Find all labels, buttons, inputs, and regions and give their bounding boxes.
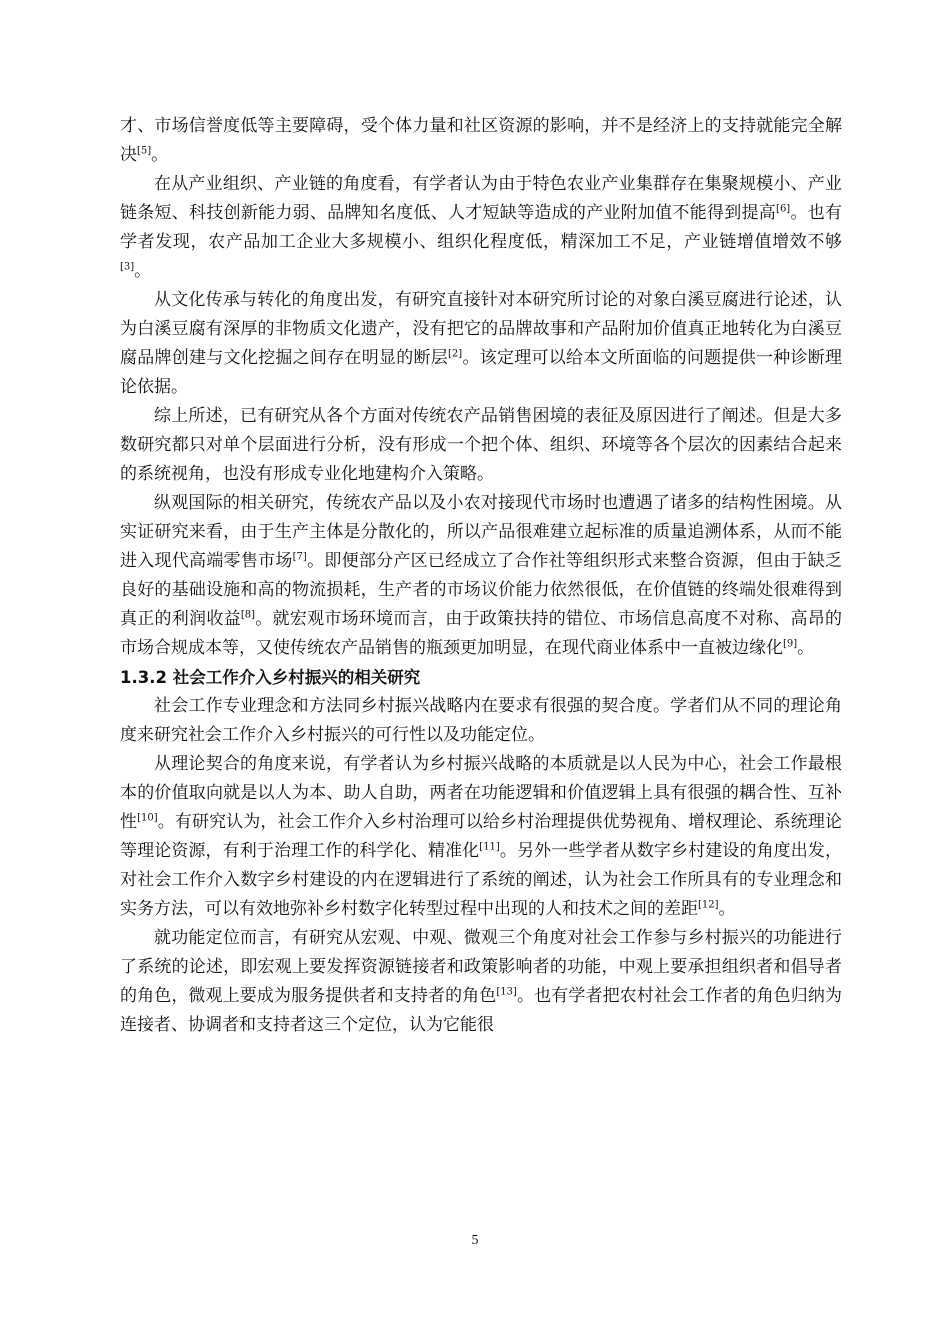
citation-ref: [9] — [783, 638, 798, 650]
citation-ref: [7] — [292, 551, 307, 563]
text-run: 。就宏观市场环境而言，由于政策扶持的错位、市场信息高度不对称、高昂的市场合规成本等，又使传统农产品销售的瓶颈更加明显，在现代商业体系中一直被边缘化 — [120, 609, 843, 658]
text-run: 。 — [134, 261, 152, 281]
text-run: 。也有学者把农村社会工作者的角色归纳为连接者、协调者和支持者这三个定位，认为它能很 — [120, 986, 843, 1035]
page-number: 5 — [471, 1233, 479, 1248]
body-text-after-heading — [120, 692, 842, 1040]
text-run: 在从产业组织、产业链的角度看，有学者认为由于特色农业产业集群存在集聚规模小、产业链条短、科技创新能力弱、品牌知名度低、人才短缺等造成的产业附加值不能得到提高 — [120, 174, 842, 223]
citation-ref: [3] — [120, 261, 135, 273]
paragraph — [120, 112, 842, 170]
citation-ref: [13] — [496, 986, 517, 998]
text-run: 。即便部分产区已经成立了合作社等组织形式来整合资源，但由于缺乏良好的基础设施和高的物流损耗，生产者的市场议价能力依然很低，在价值链的终端处很难得到真正的利润收益 — [120, 551, 842, 629]
text-run: 。 — [151, 145, 169, 165]
citation-ref: [6] — [776, 203, 791, 215]
text-run: 从文化传承与转化的角度出发，有研究直接针对本研究所讨论的对象白溪豆腐进行论述，认为白溪豆腐有深厚的非物质文化遗产，没有把它的品牌故事和产品附加价值真正地转化为白溪豆腐品牌创建与文化挖掘之间存在明显的断层 — [120, 290, 842, 368]
text-run: 。也有学者发现，农产品加工企业大多规模小、组织化程度低，精深加工不足，产业链增值增效不够 — [120, 203, 843, 252]
text-run: 纵观国际的相关研究，传统农产品以及小农对接现代市场时也遭遇了诸多的结构性困境。从实证研究来看，由于生产主体是分散化的，所以产品很难建立起标准的质量追溯体系，从而不能进入现代高端零售市场 — [120, 493, 842, 571]
text-run: 社会工作专业理念和方法同乡村振兴战略内在要求有很强的契合度。学者们从不同的理论角度来研究社会工作介入乡村振兴的可行性以及功能定位。 — [120, 696, 842, 745]
text-run: 。另外一些学者从数字乡村建设的角度出发，对社会工作介入数字乡村建设的内在逻辑进行了系统的阐述，认为社会工作所具有的专业理念和实务方法，可以有效地弥补乡村数字化转型过程中出现的人和技术之间的差距 — [120, 841, 843, 919]
citation-ref: [11] — [479, 841, 500, 853]
text-run: 从理论契合的角度来说，有学者认为乡村振兴战略的本质就是以人民为中心，社会工作最根本的价值取向就是以人为本、助人自助，两者在功能逻辑和价值逻辑上具有很强的耦合性、互补性 — [120, 754, 842, 832]
citation-ref: [10] — [137, 812, 158, 824]
text-run: 才、市场信誉度低等主要障碍，受个体力量和社区资源的影响，并不是经济上的支持就能完全解决 — [120, 116, 842, 165]
document-page — [120, 112, 842, 1040]
paragraph — [120, 489, 842, 663]
text-run: 。 — [797, 638, 815, 658]
text-run: 。 — [718, 899, 736, 919]
section-heading: 1.3.2 社会工作介入乡村振兴的相关研究 — [120, 668, 421, 687]
body-text-before-heading — [120, 112, 842, 663]
paragraph — [120, 750, 842, 924]
text-run: 综上所述，已有研究从各个方面对传统农产品销售困境的表征及原因进行了阐述。但是大多数研究都只对单个层面进行分析，没有形成一个把个体、组织、环境等各个层次的因素结合起来的系统视角，也没有形成专业化地建构介入策略。 — [120, 406, 842, 484]
citation-ref: [12] — [698, 899, 719, 911]
paragraph — [120, 170, 842, 286]
paragraph — [120, 692, 842, 750]
text-run: 。该定理可以给本文所面临的问题提供一种诊断理论依据。 — [120, 348, 843, 397]
text-run: 。有研究认为，社会工作介入乡村治理可以给乡村治理提供优势视角、增权理论、系统理论等理论资源，有利于治理工作的科学化、精准化 — [120, 812, 842, 861]
text-run: 就功能定位而言，有研究从宏观、中观、微观三个角度对社会工作参与乡村振兴的功能进行了系统的论述，即宏观上要发挥资源链接者和政策影响者的功能，中观上要承担组织者和倡导者的角色，微观上要成为服务提供者和支持者的角色 — [120, 928, 842, 1006]
citation-ref: [2] — [448, 348, 463, 360]
citation-ref: [5] — [137, 145, 152, 157]
paragraph — [120, 924, 842, 1040]
paragraph — [120, 402, 842, 489]
citation-ref: [8] — [240, 609, 256, 621]
paragraph — [120, 286, 842, 402]
